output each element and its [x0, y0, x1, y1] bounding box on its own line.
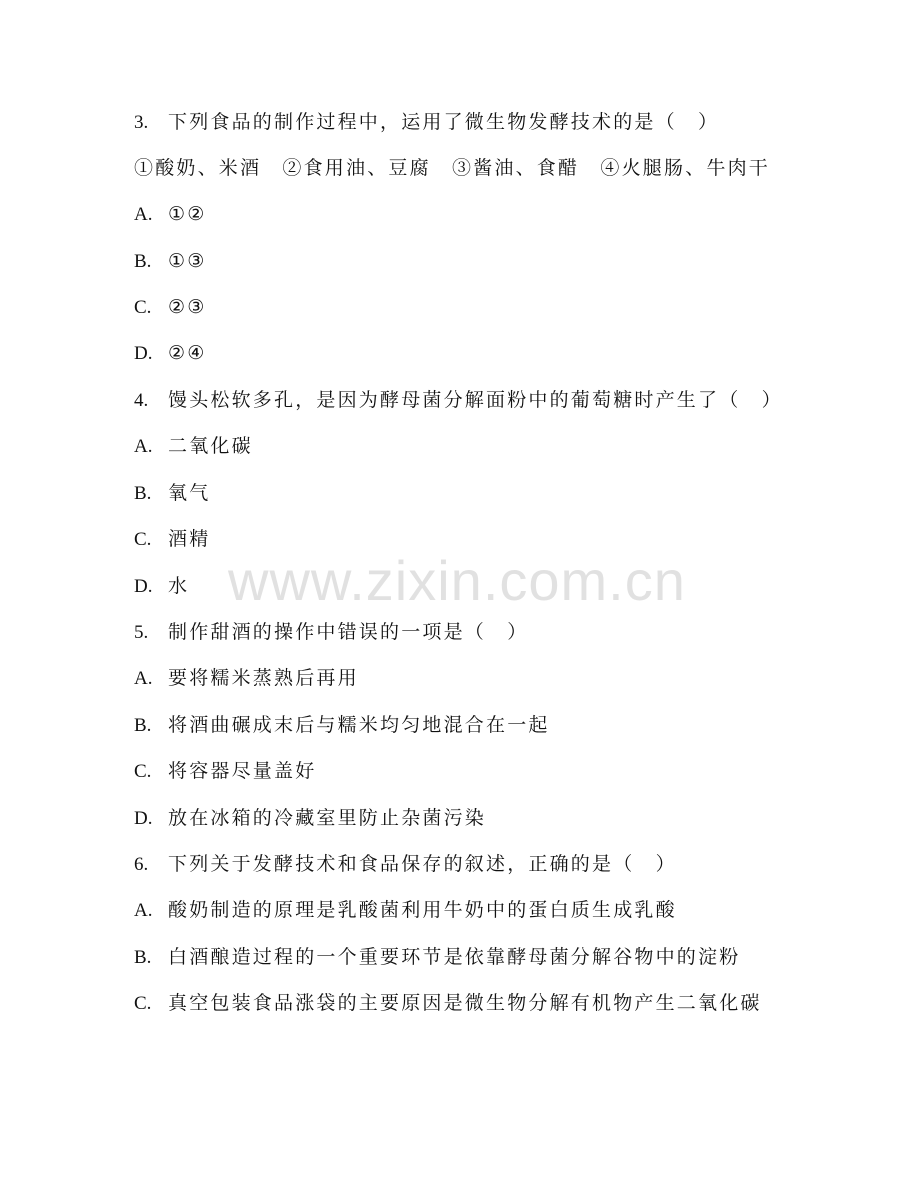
option-text: 氧气 [168, 482, 211, 504]
option-text: ②③ [168, 296, 207, 318]
option-label: C. [134, 993, 152, 1014]
question-3-option-c [134, 295, 206, 320]
option-text: 白酒酿造过程的一个重要环节是依靠酵母菌分解谷物中的淀粉 [168, 946, 741, 968]
question-text: 馒头松软多孔，是因为酵母菌分解面粉中的葡萄糖时产生了（ ） [168, 389, 783, 411]
question-3-option-a [134, 202, 206, 227]
question-text: 下列食品的制作过程中，运用了微生物发酵技术的是（ ） [168, 111, 720, 133]
option-label: B. [134, 715, 152, 736]
option-text: ①② [168, 203, 207, 225]
option-label: B. [134, 947, 152, 968]
question-number: 3. [134, 112, 149, 133]
question-6-stem [134, 852, 677, 877]
question-3-option-d [134, 341, 206, 366]
option-label: D. [134, 808, 153, 829]
option-text: ①③ [168, 250, 207, 272]
option-label: C. [134, 529, 152, 550]
question-5-stem [134, 620, 528, 645]
question-number: 4. [134, 390, 149, 411]
question-5-option-b [134, 713, 550, 738]
option-text: 水 [168, 575, 190, 597]
question-4-option-b [134, 481, 210, 506]
option-label: A. [134, 668, 153, 689]
option-text: 真空包装食品涨袋的主要原因是微生物分解有机物产生二氧化碳 [168, 992, 762, 1014]
question-text: 制作甜酒的操作中错误的一项是（ ） [168, 621, 529, 643]
question-5-option-c [134, 759, 316, 784]
question-number: 6. [134, 854, 149, 875]
option-text: 酸奶制造的原理是乳酸菌利用牛奶中的蛋白质生成乳酸 [168, 899, 677, 921]
question-3-option-b [134, 249, 206, 274]
option-label: C. [134, 761, 152, 782]
watermark: www.zixin.com.cn [228, 549, 686, 612]
question-6-option-c [134, 991, 762, 1016]
option-text: ②④ [168, 342, 207, 364]
option-label: A. [134, 204, 153, 225]
option-label: D. [134, 343, 153, 364]
question-6-option-b [134, 945, 740, 970]
question-6-option-a [134, 898, 677, 923]
question-3-items: ①酸奶、米酒 ②食用油、豆腐 ③酱油、食醋 ④火腿肠、牛肉干 [134, 157, 771, 179]
option-label: C. [134, 297, 152, 318]
option-text: 二氧化碳 [168, 435, 253, 457]
option-text: 要将糯米蒸熟后再用 [168, 667, 359, 689]
option-text: 放在冰箱的冷藏室里防止杂菌污染 [168, 807, 487, 829]
option-label: A. [134, 900, 153, 921]
question-number: 5. [134, 622, 149, 643]
question-4-option-c [134, 527, 210, 552]
option-label: B. [134, 483, 152, 504]
question-4-option-a [134, 434, 253, 459]
option-text: 将容器尽量盖好 [168, 760, 317, 782]
question-4-option-d [134, 574, 189, 599]
option-label: D. [134, 576, 153, 597]
option-text: 酒精 [168, 528, 211, 550]
question-5-option-d [134, 806, 486, 831]
option-text: 将酒曲碾成末后与糯米均匀地混合在一起 [168, 714, 550, 736]
question-3-stem [134, 110, 719, 135]
question-5-option-a [134, 666, 359, 691]
option-label: A. [134, 436, 153, 457]
option-label: B. [134, 251, 152, 272]
question-4-stem [134, 388, 783, 413]
question-text: 下列关于发酵技术和食品保存的叙述，正确的是（ ） [168, 853, 677, 875]
